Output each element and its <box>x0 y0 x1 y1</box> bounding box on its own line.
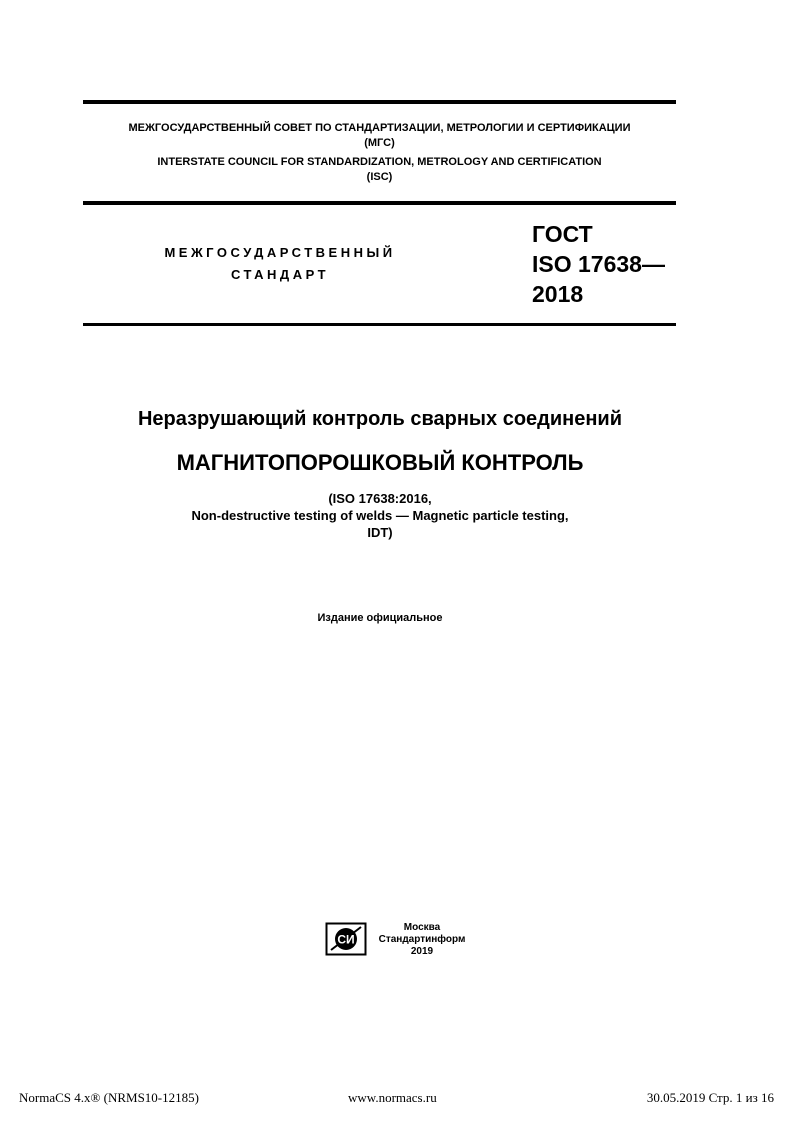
designation-rule <box>83 323 676 326</box>
header-rule <box>83 201 676 205</box>
top-rule <box>83 100 676 104</box>
iso-reference-line1: (ISO 17638:2016, <box>328 491 432 506</box>
council-abbr-ru: (МГС) <box>364 137 395 149</box>
publisher-name: Стандартинформ <box>378 934 466 945</box>
page-subtitle: МАГНИТОПОРОШКОВЫЙ КОНТРОЛЬ <box>176 450 584 475</box>
footer-center: www.normacs.ru <box>348 1090 437 1105</box>
designation-year: 2018 <box>532 281 584 307</box>
designation-gost: ГОСТ <box>532 221 593 247</box>
standard-designation <box>532 219 665 309</box>
council-header <box>83 121 676 185</box>
standard-type-line2: СТАНДАРТ <box>230 267 330 282</box>
footer-left: NormaCS 4.x® (NRMS10-12185) <box>19 1090 199 1105</box>
council-name-ru: МЕЖГОСУДАРСТВЕННЫЙ СОВЕТ ПО СТАНДАРТИЗАЦИИ, МЕТРОЛОГИИ И СЕРТИФИКАЦИИ <box>128 122 631 134</box>
publisher-year: 2019 <box>410 946 434 957</box>
iso-reference <box>0 490 760 541</box>
publisher-logo-text: СИ <box>337 932 355 947</box>
standard-type <box>100 242 460 286</box>
iso-reference-line3: IDT) <box>367 525 393 540</box>
council-name-en: INTERSTATE COUNCIL FOR STANDARDIZATION, METROLOGY AND CERTIFICATION <box>157 156 602 168</box>
designation-iso: ISO 17638— <box>532 251 665 277</box>
iso-reference-line2: Non-destructive testing of welds — Magnetic particle testing, <box>191 508 569 523</box>
standard-type-line1: МЕЖГОСУДАРСТВЕННЫЙ <box>164 245 396 260</box>
footer-right: 30.05.2019 Стр. 1 из 16 <box>646 1090 774 1105</box>
edition-label: Издание официальное <box>317 612 443 624</box>
publisher-logo <box>325 922 367 956</box>
council-abbr-en: (ISC) <box>366 171 393 183</box>
page-title: Неразрушающий контроль сварных соединений <box>137 408 623 430</box>
publisher-info <box>372 922 472 958</box>
publisher-city: Москва <box>403 922 441 933</box>
